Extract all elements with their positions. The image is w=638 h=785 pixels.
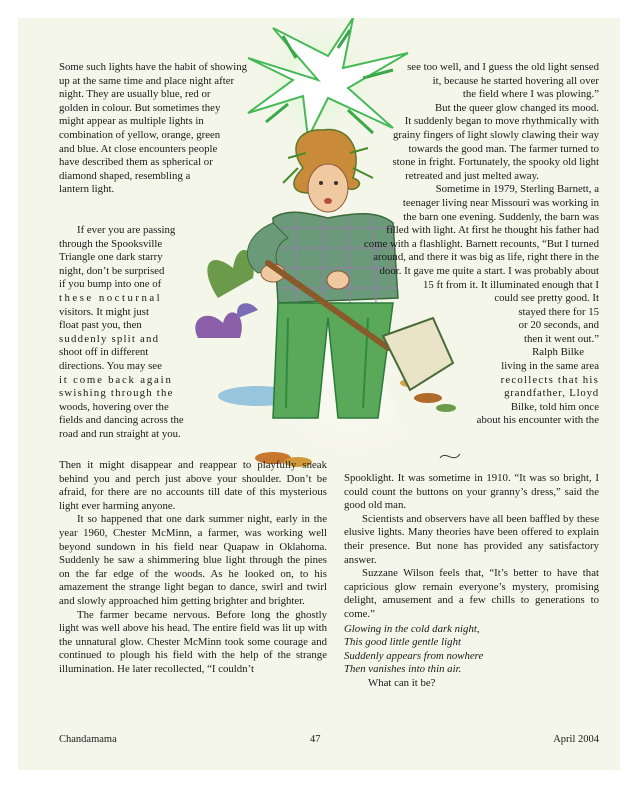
- footer-page-number: 47: [310, 734, 321, 745]
- paragraph-line: road and run straight at you.: [59, 427, 181, 440]
- paragraph-line: if you bump into one of: [59, 278, 162, 291]
- paragraph-line: the barn one evening. Suddenly, the barn was: [403, 210, 599, 223]
- paragraph-line: these nocturnal: [59, 291, 163, 304]
- paragraph-line: night, don’t be surprised: [59, 264, 165, 277]
- paragraph-line: see too well, and I guess the old light sensed: [407, 61, 599, 73]
- poem-line: Then vanishes into thin air.: [344, 663, 462, 676]
- footer-magazine-name: Chandamama: [59, 734, 117, 745]
- paragraph-line: the field where I was plowing.”: [462, 88, 599, 101]
- paragraph-line: suddenly split and: [59, 332, 160, 345]
- paragraph: Spooklight. It was sometime in 1910. “It was so bright, I could count the buttons on your granny’s dress,” said the good old man.: [344, 472, 599, 512]
- paragraph-line: filled with light. At first he thought his father had: [386, 224, 599, 237]
- paragraph-line: fields and dancing across the: [59, 414, 184, 427]
- paragraph: It so happened that one dark summer night, early in the year 1960, Chester McMinn, a farmer, was working well beyond sundown in his field near Quapaw in Oklahoma. Suddenly he saw a shimmering blue light through the pines on the far edge of the woods. As he looked on, to his amazement the strange light began to dance, swirl and twirl and slowly approached him getting brighter and brighter.: [59, 513, 327, 607]
- paragraph: Scientists and observers have all been baffled by these elusive lights. Many theories have been offered to explain their presence. But none has provided any satisfactory answer.: [344, 512, 599, 566]
- left-column-top: [59, 61, 274, 197]
- footer-date: April 2004: [553, 734, 599, 745]
- paragraph-line: recollects that his: [500, 373, 599, 386]
- paragraph-line: about his encounter with the: [476, 414, 599, 427]
- poem: [344, 623, 599, 677]
- paragraph-line: it, because he started hovering all over: [432, 74, 599, 87]
- paragraph-line: visitors. It might just: [59, 305, 149, 318]
- paragraph-line: through the Spooksville: [59, 237, 163, 250]
- paragraph-line: combination of yellow, orange, green: [59, 128, 221, 141]
- paragraph-line: could see pretty good. It: [494, 292, 599, 305]
- paragraph-line: lantern light.: [59, 183, 115, 196]
- paragraph-line: 15 ft from it. It illuminated enough that I: [422, 278, 599, 291]
- paragraph-line: door. It gave me quite a start. I was probably about: [379, 264, 599, 277]
- paragraph-line: Bilke, told him once: [510, 400, 599, 413]
- artist-signature: [440, 454, 460, 458]
- paragraph-line: night. They are usually blue, red or: [59, 88, 211, 101]
- paragraph-line: have described them as spherical or: [59, 156, 213, 169]
- paragraph: The farmer became nervous. Before long the ghostly light was well above his head. The entire field was lit up with the unnatural glow. Chester McMinn took some courage and continued to plough his field with the help of the strange illumination. He later recollected, “I couldn’t: [59, 608, 327, 675]
- poem-line: Glowing in the cold dark night,: [344, 622, 480, 635]
- paragraph-line: swishing through the: [59, 387, 174, 400]
- paragraph-line: Triangle one dark starry: [59, 251, 163, 264]
- paragraph-line: But the queer glow changed its mood.: [434, 101, 599, 114]
- paragraph-line: living in the same area: [501, 360, 599, 373]
- paragraph-line: stayed there for 15: [518, 305, 599, 318]
- paragraph-line: It suddenly began to move rhythmically with: [404, 115, 599, 128]
- paragraph-line: around, and there it was big as life, right there in the: [373, 251, 599, 264]
- paragraph: Suzzane Wilson feels that, “It’s better to have that capricious glow remain everyone’s mystery, promising delight, amusement and a few chills to generations to come.”: [344, 567, 599, 620]
- paragraph-line: woods, hovering over the: [59, 400, 169, 413]
- closing-line: What can it be?: [368, 676, 436, 689]
- paragraph: Then it might disappear and reappear to playfully sneak behind you and perch just above your shoulder. Don’t be afraid, for there are no accounts till date of this mysterious light ever harming anyone.: [59, 459, 327, 512]
- paragraph-line: towards the good man. The farmer turned to: [408, 142, 599, 155]
- paragraph-line: or 20 seconds, and: [518, 319, 599, 332]
- left-column-mid: [59, 224, 221, 442]
- paragraph-line: diamond shaped, resembling a: [59, 169, 191, 182]
- paragraph-line: and blue. At close encounters people: [59, 142, 218, 155]
- paragraph-line: Some such lights have the habit of showing: [59, 61, 248, 73]
- paragraph-line: grandfather, Lloyd: [504, 387, 599, 400]
- left-column-bottom: [59, 458, 327, 677]
- paragraph-line: retreated and just melted away.: [405, 169, 539, 182]
- paragraph-line: float past you, then: [59, 319, 142, 332]
- magazine-page: [18, 18, 620, 770]
- poem-line: This good little gentle light: [344, 636, 461, 649]
- right-column-top: [344, 61, 599, 428]
- paragraph-line: golden in colour. But sometimes they: [59, 101, 221, 114]
- paragraph-line: might appear as multiple lights in: [59, 115, 204, 128]
- paragraph-line: then it went out.”: [524, 332, 599, 345]
- paragraph-line: Ralph Bilke: [532, 346, 584, 359]
- right-column-bottom: [344, 472, 599, 691]
- paragraph-line: If ever you are passing: [77, 224, 176, 236]
- paragraph-line: shoot off in different: [59, 346, 149, 359]
- paragraph-line: directions. You may see: [59, 359, 162, 372]
- paragraph-line: Sometime in 1979, Sterling Barnett, a: [435, 183, 599, 196]
- paragraph-line: it come back again: [59, 373, 173, 386]
- paragraph-line: come with a flashlight. Barnett recounts, “But I turned: [363, 237, 599, 250]
- paragraph-line: up at the same time and place night after: [59, 74, 235, 87]
- paragraph-line: grainy fingers of light slowly clawing their way: [393, 128, 599, 141]
- paragraph-line: teenager living near Missouri was working in: [402, 196, 599, 209]
- poem-line: Suddenly appears from nowhere: [344, 649, 484, 662]
- paragraph-line: stone in fright. Fortunately, the spooky old light: [392, 156, 599, 169]
